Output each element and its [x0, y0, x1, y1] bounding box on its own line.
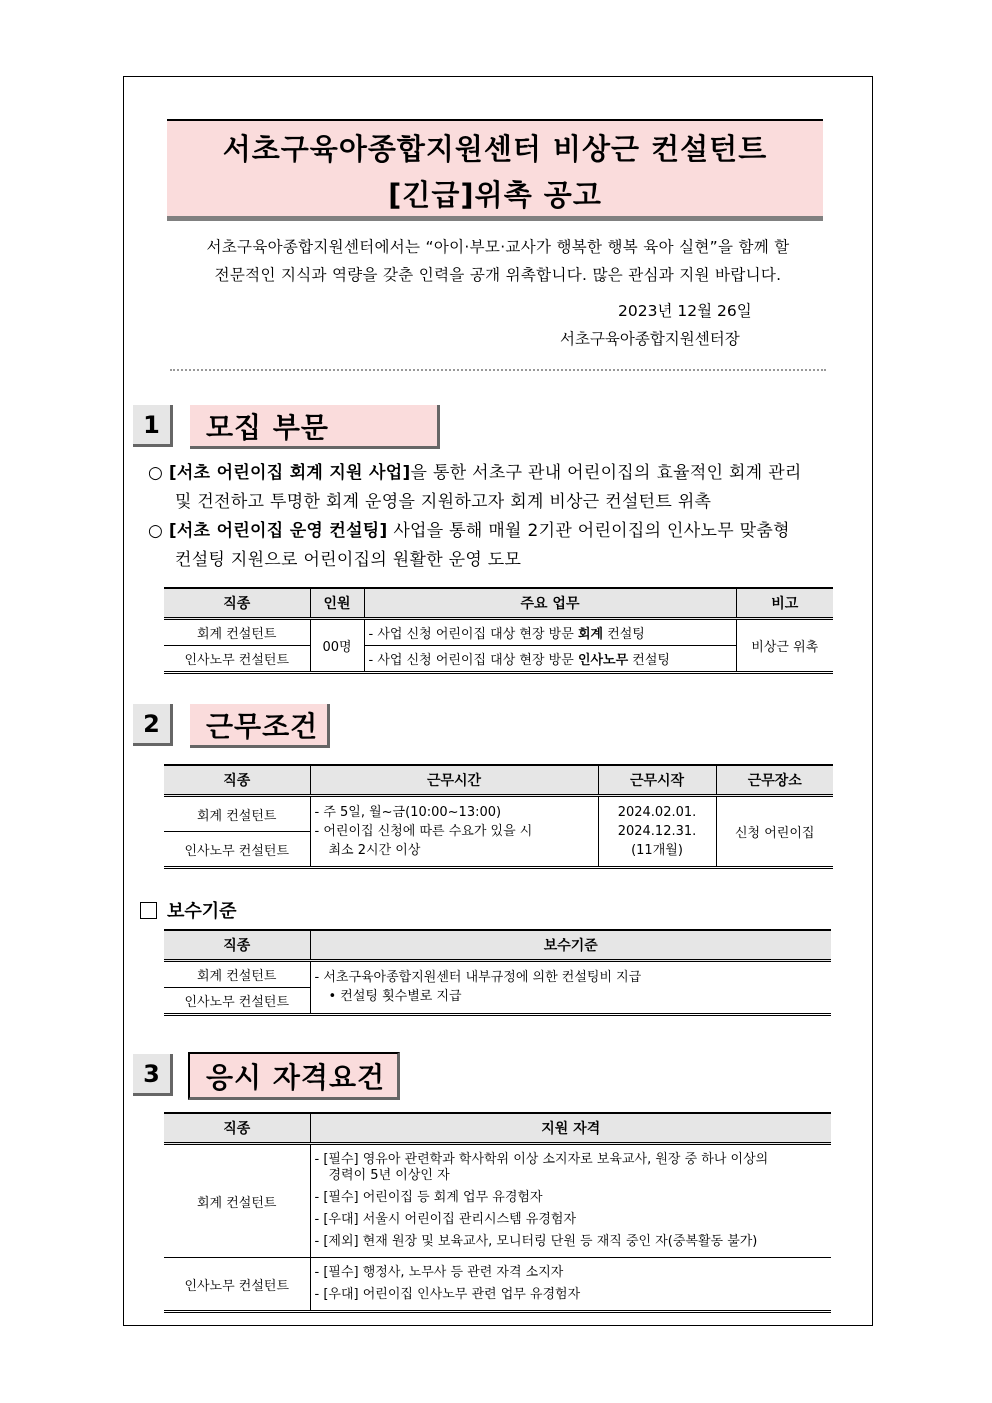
section-2-number: 2 [133, 704, 173, 746]
page-title: 서초구육아종합지원센터 비상근 컨설턴트 [222, 132, 768, 166]
job-accounting: 회계 컨설턴트 [164, 619, 310, 646]
page-subtitle: [긴급]위촉 공고 [388, 178, 602, 212]
work-place: 신청 어린이집 [716, 796, 833, 868]
divider [170, 369, 826, 371]
pay-table: 직종 보수기준 회계 컨설턴트 - 서초구육아종합지원센터 내부규정에 의한 컨설팅비 지급 • 컨설팅 횟수별로 지급 인사노무 컨설턴트 [164, 929, 831, 1016]
labor-qualifications: - [필수] 행정사, 노무사 등 관련 자격 소지자 - [우대] 어린이집 인사노무 관련 업무 유경험자 [310, 1258, 831, 1312]
section-3-title: 응시 자격요건 [188, 1052, 400, 1100]
title-banner [167, 119, 823, 221]
section-1-bullet-2: ○ [서초 어린이집 운영 컨설팅] 사업을 통해 매월 2기관 어린이집의 인사노무 맞춤형 컨설팅 지원으로 어린이집의 원활한 운영 도모 [148, 521, 790, 570]
work-start: 2024.02.01. 2024.12.31. (11개월) [598, 796, 716, 868]
section-1-bullet-1: ○ [서초 어린이집 회계 지원 사업]을 통한 서초구 관내 어린이집의 효율적인 회계 관리 및 건전하고 투명한 회계 운영을 지원하고자 회계 비상근 컨설턴트 위촉 [148, 463, 802, 512]
accounting-qualifications: - [필수] 영유아 관련학과 학사학위 이상 소지자로 보육교사, 원장 중 하나 이상의 경력이 5년 이상인 자 - [필수] 어린이집 등 회계 업무 유경험자 - [우대] 서울시 어린이집 관리시스템 유경험자 - [제외] 현재 원장 및 보육교사, 모니터링 단원 등 재직 중인 자(중복활동 불가) [310, 1144, 831, 1258]
work-hours: - 주 5일, 월~금(10:00~13:00) - 어린이집 신청에 따른 수요가 있을 시 최소 2시간 이상 [310, 796, 598, 868]
job-accounting: 회계 컨설턴트 [164, 961, 310, 988]
job-labor: 인사노무 컨설턴트 [164, 646, 310, 673]
job-labor: 인사노무 컨설턴트 [164, 832, 310, 868]
duty-labor: - 사업 신청 어린이집 대상 현장 방문 인사노무 컨설팅 [364, 646, 736, 673]
checkbox-icon [140, 902, 157, 919]
qualification-table: 직종 지원 자격 회계 컨설턴트 - [필수] 영유아 관련학과 학사학위 이상 소지자로 보육교사, 원장 중 하나 이상의 경력이 5년 이상인 자 - [필수] 어린이집 등 회계 업무 유경험자 - [우대] 서울시 어린이집 관리시스템 유경험자 - [제외] 현재 원장 및 보육교사, 모니터링 단원 등 재직 중인 자(중복활동 불가) 인사노무 컨설턴트 - [필수] 행정사, 노무사 등 관련 자격 소지자 - [우대] 어린이집 인사노무 관련 업무 유경험자 [164, 1112, 831, 1313]
section-1-number: 1 [133, 405, 173, 447]
conditions-table: 직종 근무시간 근무시작 근무장소 회계 컨설턴트 - 주 5일, 월~금(10:00~13:00) - 어린이집 신청에 따른 수요가 있을 시 최소 2시간 이상 2024.02.01. 2024.12.31. (11개월) 신청 어린이집 인사노무 컨설턴트 [164, 764, 833, 869]
section-1-title: 모집 부문 [190, 405, 440, 449]
section-2-title: 근무조건 [190, 704, 330, 748]
section-3-number: 3 [133, 1054, 173, 1096]
announcement-date: 2023년 12월 26일 [618, 302, 752, 320]
headcount: 00명 [310, 619, 364, 673]
duty-accounting: - 사업 신청 어린이집 대상 현장 방문 회계 컨설팅 [364, 619, 736, 646]
job-accounting: 회계 컨설턴트 [164, 1144, 310, 1258]
intro-line-1: 서초구육아종합지원센터에서는 “아이·부모·교사가 행복한 행복 육아 실현”을 함께 할 [206, 238, 790, 256]
issuer-name: 서초구육아종합지원센터장 [560, 330, 740, 348]
job-labor: 인사노무 컨설턴트 [164, 1258, 310, 1312]
recruitment-table: 직종 인원 주요 업무 비고 회계 컨설턴트 00명 - 사업 신청 어린이집 대상 현장 방문 회계 컨설팅 비상근 위촉 인사노무 컨설턴트 - 사업 신청 어린이집 대상 현장 방문 인사노무 컨설팅 [164, 587, 833, 674]
job-accounting: 회계 컨설턴트 [164, 796, 310, 832]
note: 비상근 위촉 [736, 619, 833, 673]
pay-heading: 보수기준 [140, 897, 237, 923]
intro-line-2: 전문적인 지식과 역량을 갖춘 인력을 공개 위촉합니다. 많은 관심과 지원 바랍니다. [214, 266, 782, 284]
job-labor: 인사노무 컨설턴트 [164, 988, 310, 1015]
pay-standard: - 서초구육아종합지원센터 내부규정에 의한 컨설팅비 지급 • 컨설팅 횟수별로 지급 [310, 961, 831, 1015]
